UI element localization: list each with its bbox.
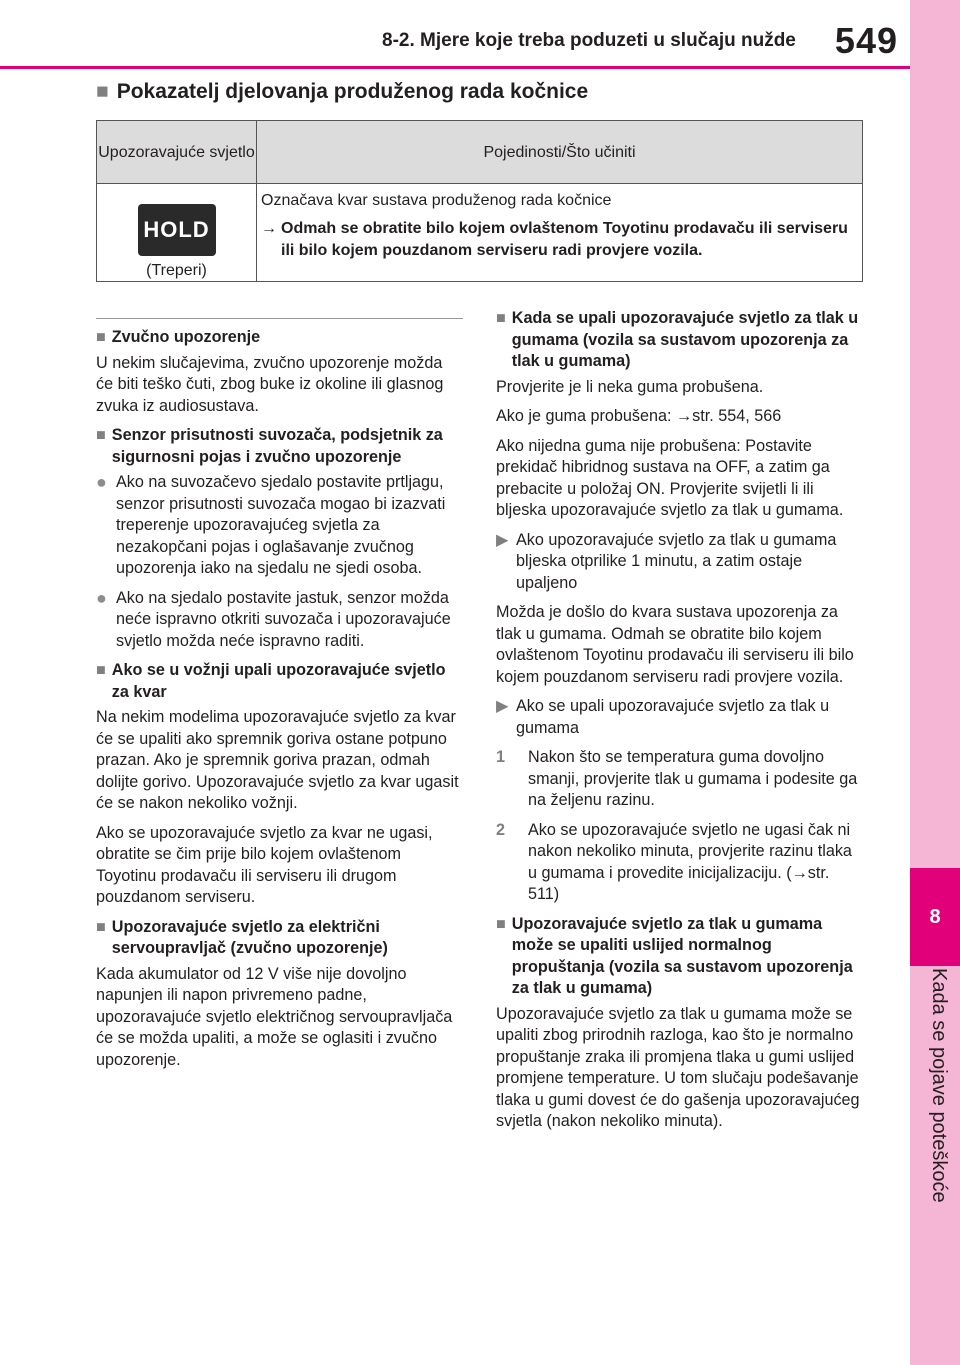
list-item: ▶ Ako se upali upozoravajuće svjetlo za tlak u gumama	[496, 696, 863, 739]
step-item: 2 Ako se upozoravajuće svjetlo ne ugasi čak ni nakon nekoliko minuta, provjerite razinu tlaka u gumama i provedite inicijalizaciju. (→str. 511)	[496, 820, 863, 906]
subheading-passenger-sensor: ■ Senzor prisutnosti suvozača, podsjetnik za sigurnosni pojas i zvučno upozorenje	[96, 425, 463, 468]
warning-table	[96, 120, 863, 282]
blink-caption: (Treperi)	[146, 262, 207, 279]
paragraph: U nekim slučajevima, zvučno upozorenje možda će biti teško čuti, zbog buke iz okoline ili glasnog zvuka iz audiosustava.	[96, 353, 444, 415]
arrow-icon: →	[675, 407, 693, 425]
detail-text: Označava kvar sustava produženog rada kočnice	[261, 192, 612, 209]
arrow-icon: →	[261, 220, 277, 237]
table-row	[97, 184, 863, 282]
square-bullet-icon: ■	[96, 80, 109, 103]
paragraph: Na nekim modelima upozoravajuće svjetlo za kvar će se upaliti ako spremnik goriva ostane potpuno prazan. Ako je spremnik goriva prazan, odmah dolijte gorivo. Upozoravajuće svjetlo za kvar ugasit će se nakon nekoliko vožnji.	[96, 708, 459, 812]
hold-warning-icon: HOLD	[138, 204, 216, 256]
table-header-row	[97, 121, 863, 184]
chapter-side-tab	[910, 0, 960, 1365]
circle-bullet-icon: ●	[96, 587, 107, 608]
detail-action	[261, 218, 854, 262]
col-header-light: Upozoravajuće svjetlo	[97, 121, 257, 184]
square-bullet-icon: ■	[96, 426, 106, 444]
paragraph: Ako je guma probušena: →str. 554, 566	[496, 407, 782, 425]
step-item: 1 Nakon što se temperatura guma dovoljno smanji, provjerite tlak u gumama i podesite ga na željenu razinu.	[496, 747, 863, 812]
square-bullet-icon: ■	[96, 328, 106, 346]
paragraph: Možda je došlo do kvara sustava upozorenja za tlak u gumama. Odmah se obratite bilo kojem ovlaštenom Toyotinu prodavaču ili serviseru ili bilo kojem pouzdanom serviseru radi provjere vozila.	[496, 603, 854, 686]
circle-bullet-icon: ●	[96, 472, 107, 492]
list-item: ● Ako na sjedalo postavite jastuk, senzor možda neće ispravno otkriti suvozača i upozoravajuće svjetlo možda neće ispravno raditi.	[96, 588, 463, 653]
page-number: 549	[834, 20, 898, 61]
subheading-tire-pressure: ■ Kada se upali upozoravajuće svjetlo za tlak u gumama (vozila sa sustavom upozorenja za tlak u gumama)	[496, 308, 863, 373]
step-number: 1	[496, 748, 506, 766]
triangle-bullet-icon: ▶	[496, 530, 509, 549]
arrow-icon: →	[791, 863, 808, 882]
square-bullet-icon: ■	[96, 917, 106, 936]
detail-cell	[257, 184, 863, 282]
triangle-bullet-icon: ▶	[496, 697, 509, 715]
paragraph: Ako se upozoravajuće svjetlo za kvar ne ugasi, obratite se čim prije bilo kojem ovlaštenom Toyotinu prodavaču ili serviseru ili drugom pouzdanom serviseru.	[96, 823, 433, 906]
action-text: Odmah se obratite bilo kojem ovlaštenom Toyotinu prodavaču ili serviseru ili bilo kojem pouzdanom serviseru radi provjere vozila.	[281, 220, 848, 259]
page-reference: str. 554, 566	[692, 407, 782, 425]
square-bullet-icon: ■	[96, 661, 106, 679]
page-reference: str. 511)	[528, 863, 830, 903]
square-bullet-icon: ■	[496, 309, 506, 327]
section-heading	[96, 80, 588, 104]
subheading-normal-leakage: ■ Upozoravajuće svjetlo za tlak u gumama može se upaliti uslijed normalnog propuštanja (vozila sa sustavom upozorenja za tlak u gumama)	[496, 914, 863, 1000]
subheading-malfunction-light: ■ Ako se u vožnji upali upozoravajuće svjetlo za kvar	[96, 660, 463, 703]
col-header-details: Pojedinosti/Što učiniti	[257, 121, 863, 184]
paragraph: Upozoravajuće svjetlo za tlak u gumama može se upaliti zbog prirodnih razloga, kao što je normalno propuštanje zraka ili promjena tlaka u gumi uslijed promjene temperature. U tom slučaju podešavanje tlaka u gumi dovest će do gašenja upozoravajućeg svjetla (nakon nekoliko minuta).	[496, 1004, 860, 1130]
right-column	[496, 308, 863, 1141]
list-item: ● Ako na suvozačevo sjedalo postavite prtljagu, senzor prisutnosti suvozača mogao bi izazvati treperenje upozoravajućeg svjetla za nezakopčani pojas i oglašavanje zvučnog upozorenja iako na sjedalu ne sjedi osoba.	[96, 472, 463, 580]
chapter-number: 8	[910, 868, 960, 966]
subheading-eps-light: ■ Upozoravajuće svjetlo za električni servoupravljač (zvučno upozorenje)	[96, 917, 463, 960]
header-title: 8-2. Mjere koje treba poduzeti u slučaju nužde	[382, 30, 796, 51]
warning-light-cell	[97, 184, 257, 282]
subheading-sound-warning: ■ Zvučno upozorenje	[96, 327, 463, 349]
paragraph: Kada akumulator od 12 V više nije dovoljno napunjen ili napon privremeno padne, upozoravajuće svjetlo električnog servoupravljača će se možda upaliti, a može se oglasiti i zvučno upozorenje.	[96, 964, 453, 1069]
section-title: Pokazatelj djelovanja produženog rada kočnice	[116, 80, 589, 103]
left-column	[96, 318, 463, 1079]
chapter-label: Kada se pojave poteškoće	[928, 968, 950, 1203]
paragraph: Ako nijedna guma nije probušena: Postavite prekidač hibridnog sustava na OFF, a zatim ga prebacite u položaj ON. Provjerite svijetli li ili bljeska upozoravajuće svjetlo za tlak u gumama.	[496, 436, 844, 519]
square-bullet-icon: ■	[496, 914, 506, 933]
paragraph: Provjerite je li neka guma probušena.	[496, 377, 764, 396]
page-header	[0, 0, 910, 69]
step-number: 2	[496, 820, 506, 839]
list-item: ▶ Ako upozoravajuće svjetlo za tlak u gumama bljeska otprilike 1 minutu, a zatim ostaje upaljeno	[496, 530, 863, 595]
